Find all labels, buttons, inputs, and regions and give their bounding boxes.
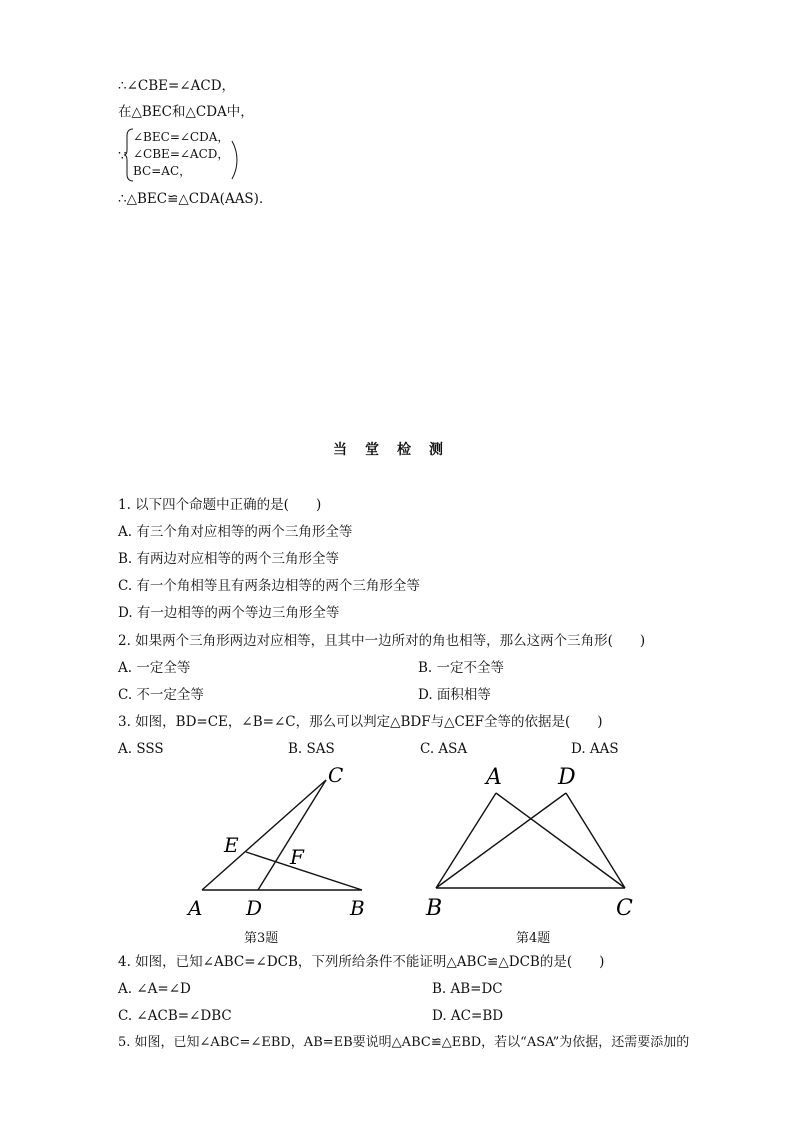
segment-eb xyxy=(246,852,362,890)
figure-4-caption: 第4题 xyxy=(516,931,551,946)
q3-option-c: C. ASA xyxy=(420,741,468,757)
system-line-1: ∠BEC=∠CDA， xyxy=(133,130,230,144)
q2-option-a: A. 一定全等 xyxy=(118,660,191,676)
q4-option-d: D. AC=BD xyxy=(432,1008,504,1024)
segment-dc xyxy=(566,793,625,888)
label-d: D xyxy=(558,765,576,790)
segment-bd xyxy=(436,793,566,888)
q4-option-c: C. ∠ACB=∠DBC xyxy=(118,1008,232,1024)
because-symbol: ∵ xyxy=(118,148,127,164)
q3-stem: 3. 如图，BD=CE，∠B=∠C，那么可以判定△BDF与△CEF全等的依据是( ) xyxy=(118,714,603,730)
label-b: B xyxy=(426,896,443,921)
q5-stem: 5. 如图，已知∠ABC=∠EBD，AB=EB要说明△ABC≌△EBD，若以“ASA”为依据，还需要添加的 xyxy=(118,1035,690,1050)
label-b: B xyxy=(350,896,365,920)
figure-3 xyxy=(180,760,380,922)
q3-option-b: B. SAS xyxy=(288,741,335,757)
q2-option-c: C. 不一定全等 xyxy=(118,687,204,703)
q2-option-b: B. 一定不全等 xyxy=(418,660,505,676)
q4-option-b: B. AB=DC xyxy=(432,981,503,997)
proof-line-2: 在△BEC和△CDA中， xyxy=(118,104,254,120)
label-d: D xyxy=(246,896,263,920)
proof-line-1: ∴∠CBE=∠ACD， xyxy=(118,78,236,94)
segment-ac xyxy=(202,780,326,890)
q3-option-d: D. AAS xyxy=(571,741,619,757)
q4-option-a: A. ∠A=∠D xyxy=(118,981,191,997)
q1-option-b: B. 有两边对应相等的两个三角形全等 xyxy=(118,551,340,567)
label-c: C xyxy=(616,896,633,921)
q1-stem: 1. 以下四个命题中正确的是( ) xyxy=(118,497,322,513)
label-f: F xyxy=(290,845,304,869)
segment-dc xyxy=(258,780,326,890)
segment-ba xyxy=(436,793,496,888)
q1-option-c: C. 有一个角相等且有两条边相等的两个三角形全等 xyxy=(118,578,420,594)
right-paren xyxy=(231,140,239,180)
label-e: E xyxy=(224,833,239,857)
section-title: 当堂检测 xyxy=(333,442,461,458)
proof-conclusion: ∴△BEC≌△CDA(AAS)． xyxy=(118,191,273,207)
label-a: A xyxy=(188,896,203,920)
figure-3-caption: 第3题 xyxy=(244,931,279,946)
q2-option-d: D. 面积相等 xyxy=(418,687,491,703)
q3-option-a: A. SSS xyxy=(118,741,164,757)
figure-4 xyxy=(420,760,640,922)
q1-option-a: A. 有三个角对应相等的两个三角形全等 xyxy=(118,524,353,540)
q2-stem: 2. 如果两个三角形两边对应相等，且其中一边所对的角也相等，那么这两个三角形( ) xyxy=(118,633,646,649)
segment-ac xyxy=(496,793,625,888)
label-c: C xyxy=(328,763,344,787)
q1-option-d: D. 有一边相等的两个等边三角形全等 xyxy=(118,605,340,621)
system-line-3: BC=AC， xyxy=(133,164,192,178)
q4-stem: 4. 如图，已知∠ABC=∠DCB，下列所给条件不能证明△ABC≌△DCB的是( ) xyxy=(118,954,605,970)
system-line-2: ∠CBE=∠ACD， xyxy=(133,147,230,161)
label-a: A xyxy=(486,765,502,790)
